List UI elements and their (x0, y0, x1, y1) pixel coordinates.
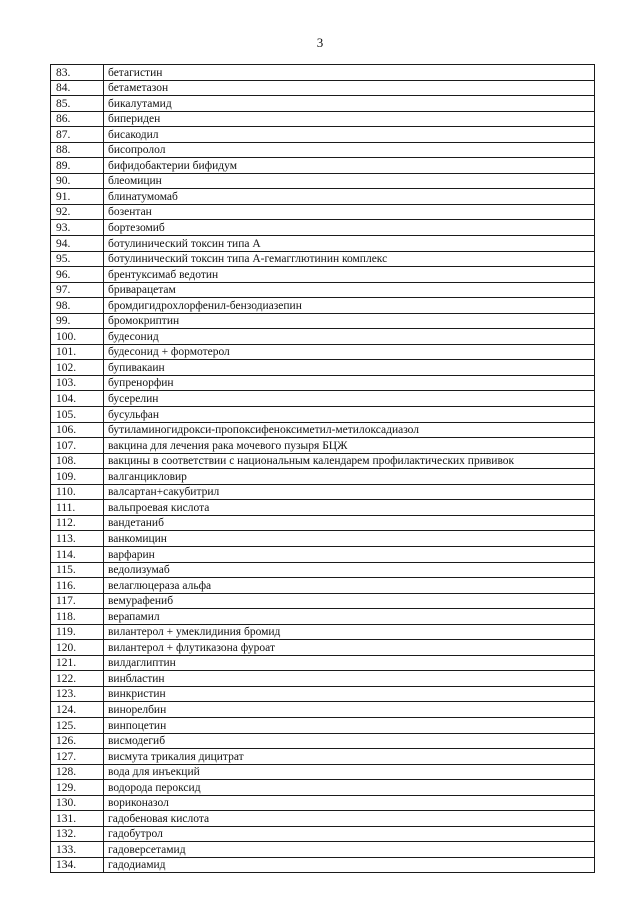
drug-name-cell: вемурафениб (104, 593, 595, 609)
drug-name-cell: вода для инъекций (104, 764, 595, 780)
drug-name-cell: будесонид (104, 329, 595, 345)
drug-name-cell: гадобутрол (104, 826, 595, 842)
table-row (51, 733, 595, 749)
row-number-cell: 103. (51, 375, 104, 391)
table-row (51, 515, 595, 531)
table-row (51, 251, 595, 267)
table-row (51, 624, 595, 640)
table-row (51, 344, 595, 360)
drug-name-cell: бозентан (104, 204, 595, 220)
table-row (51, 795, 595, 811)
drug-name-cell: водорода пероксид (104, 780, 595, 796)
row-number-cell: 127. (51, 749, 104, 765)
row-number-cell: 95. (51, 251, 104, 267)
row-number-cell: 106. (51, 422, 104, 438)
row-number-cell: 84. (51, 80, 104, 96)
drug-name-cell: ванкомицин (104, 531, 595, 547)
drug-name-cell: гадодиамид (104, 857, 595, 873)
drug-name-cell: бупивакаин (104, 360, 595, 376)
table-row (51, 609, 595, 625)
table-row (51, 236, 595, 252)
row-number-cell: 83. (51, 65, 104, 81)
table-row (51, 717, 595, 733)
drug-name-cell: бусерелин (104, 391, 595, 407)
drug-name-cell: блинатумомаб (104, 189, 595, 205)
row-number-cell: 114. (51, 546, 104, 562)
table-row (51, 220, 595, 236)
drug-name-cell: винпоцетин (104, 717, 595, 733)
table-row (51, 842, 595, 858)
drug-name-cell: бутиламиногидрокси-пропоксифеноксиметил-метилоксадиазол (104, 422, 595, 438)
table-row (51, 360, 595, 376)
drug-name-cell: бусульфан (104, 407, 595, 423)
row-number-cell: 88. (51, 142, 104, 158)
drug-name-cell: брентуксимаб ведотин (104, 267, 595, 283)
table-row (51, 422, 595, 438)
row-number-cell: 122. (51, 671, 104, 687)
row-number-cell: 118. (51, 609, 104, 625)
drug-name-cell: будесонид + формотерол (104, 344, 595, 360)
table-row (51, 702, 595, 718)
row-number-cell: 109. (51, 469, 104, 485)
drug-name-cell: висмодегиб (104, 733, 595, 749)
row-number-cell: 113. (51, 531, 104, 547)
table-row (51, 189, 595, 205)
table-row (51, 173, 595, 189)
table-row (51, 857, 595, 873)
row-number-cell: 104. (51, 391, 104, 407)
table-row (51, 764, 595, 780)
row-number-cell: 132. (51, 826, 104, 842)
table-row (51, 111, 595, 127)
row-number-cell: 86. (51, 111, 104, 127)
drug-name-cell: ведолизумаб (104, 562, 595, 578)
drug-name-cell: верапамил (104, 609, 595, 625)
table-row (51, 578, 595, 594)
row-number-cell: 131. (51, 811, 104, 827)
table-row (51, 469, 595, 485)
row-number-cell: 123. (51, 686, 104, 702)
table-row (51, 500, 595, 516)
row-number-cell: 92. (51, 204, 104, 220)
drug-name-cell: висмута трикалия дицитрат (104, 749, 595, 765)
drug-name-cell: вакцины в соответствии с национальным календарем профилактических прививок (104, 453, 595, 469)
drug-name-cell: винкристин (104, 686, 595, 702)
drug-name-cell: вандетаниб (104, 515, 595, 531)
row-number-cell: 111. (51, 500, 104, 516)
table-row (51, 546, 595, 562)
table-row (51, 640, 595, 656)
drug-name-cell: вилантерол + умеклидиния бромид (104, 624, 595, 640)
row-number-cell: 124. (51, 702, 104, 718)
drug-name-cell: бупренорфин (104, 375, 595, 391)
drug-name-cell: бриварацетам (104, 282, 595, 298)
table-row (51, 375, 595, 391)
table-row (51, 391, 595, 407)
row-number-cell: 120. (51, 640, 104, 656)
table-row (51, 407, 595, 423)
row-number-cell: 93. (51, 220, 104, 236)
table-row (51, 655, 595, 671)
row-number-cell: 110. (51, 484, 104, 500)
drug-list-body (51, 65, 595, 873)
drug-name-cell: гадобеновая кислота (104, 811, 595, 827)
table-row (51, 562, 595, 578)
row-number-cell: 134. (51, 857, 104, 873)
drug-name-cell: велаглюцераза альфа (104, 578, 595, 594)
table-row (51, 593, 595, 609)
drug-name-cell: валсартан+сакубитрил (104, 484, 595, 500)
table-row (51, 80, 595, 96)
row-number-cell: 129. (51, 780, 104, 796)
row-number-cell: 107. (51, 438, 104, 454)
table-row (51, 96, 595, 112)
table-row (51, 298, 595, 314)
row-number-cell: 98. (51, 298, 104, 314)
table-row (51, 204, 595, 220)
drug-name-cell: ботулинический токсин типа А (104, 236, 595, 252)
row-number-cell: 85. (51, 96, 104, 112)
table-row (51, 531, 595, 547)
drug-name-cell: блеомицин (104, 173, 595, 189)
table-row (51, 127, 595, 143)
drug-list-table (50, 64, 595, 873)
row-number-cell: 117. (51, 593, 104, 609)
row-number-cell: 94. (51, 236, 104, 252)
drug-name-cell: бифидобактерии бифидум (104, 158, 595, 174)
table-row (51, 313, 595, 329)
drug-name-cell: бисопролол (104, 142, 595, 158)
row-number-cell: 91. (51, 189, 104, 205)
table-row (51, 484, 595, 500)
table-row (51, 282, 595, 298)
table-row (51, 267, 595, 283)
row-number-cell: 97. (51, 282, 104, 298)
row-number-cell: 125. (51, 717, 104, 733)
drug-name-cell: вакцина для лечения рака мочевого пузыря БЦЖ (104, 438, 595, 454)
drug-name-cell: винорелбин (104, 702, 595, 718)
row-number-cell: 89. (51, 158, 104, 174)
drug-name-cell: винбластин (104, 671, 595, 687)
table-row (51, 65, 595, 81)
row-number-cell: 116. (51, 578, 104, 594)
table-row (51, 158, 595, 174)
row-number-cell: 119. (51, 624, 104, 640)
drug-name-cell: вилантерол + флутиказона фуроат (104, 640, 595, 656)
row-number-cell: 126. (51, 733, 104, 749)
row-number-cell: 99. (51, 313, 104, 329)
table-row (51, 811, 595, 827)
drug-name-cell: бортезомиб (104, 220, 595, 236)
table-row (51, 142, 595, 158)
row-number-cell: 112. (51, 515, 104, 531)
row-number-cell: 121. (51, 655, 104, 671)
drug-name-cell: гадоверсетамид (104, 842, 595, 858)
table-row (51, 438, 595, 454)
drug-name-cell: вориконазол (104, 795, 595, 811)
row-number-cell: 87. (51, 127, 104, 143)
row-number-cell: 128. (51, 764, 104, 780)
row-number-cell: 105. (51, 407, 104, 423)
table-row (51, 826, 595, 842)
row-number-cell: 100. (51, 329, 104, 345)
row-number-cell: 108. (51, 453, 104, 469)
row-number-cell: 130. (51, 795, 104, 811)
page-number: 3 (316, 35, 324, 50)
table-row (51, 686, 595, 702)
drug-name-cell: вальпроевая кислота (104, 500, 595, 516)
row-number-cell: 133. (51, 842, 104, 858)
table-row (51, 329, 595, 345)
row-number-cell: 90. (51, 173, 104, 189)
table-row (51, 780, 595, 796)
table-row (51, 671, 595, 687)
drug-name-cell: валганцикловир (104, 469, 595, 485)
row-number-cell: 101. (51, 344, 104, 360)
table-row (51, 749, 595, 765)
drug-name-cell: ботулинический токсин типа А-гемагглютинин комплекс (104, 251, 595, 267)
drug-name-cell: бисакодил (104, 127, 595, 143)
row-number-cell: 102. (51, 360, 104, 376)
drug-name-cell: бипериден (104, 111, 595, 127)
drug-name-cell: бикалутамид (104, 96, 595, 112)
drug-name-cell: вилдаглиптин (104, 655, 595, 671)
drug-name-cell: бромдигидрохлорфенил-бензодиазепин (104, 298, 595, 314)
drug-name-cell: бромокриптин (104, 313, 595, 329)
drug-name-cell: бетаметазон (104, 80, 595, 96)
table-row (51, 453, 595, 469)
drug-name-cell: варфарин (104, 546, 595, 562)
row-number-cell: 115. (51, 562, 104, 578)
drug-name-cell: бетагистин (104, 65, 595, 81)
row-number-cell: 96. (51, 267, 104, 283)
